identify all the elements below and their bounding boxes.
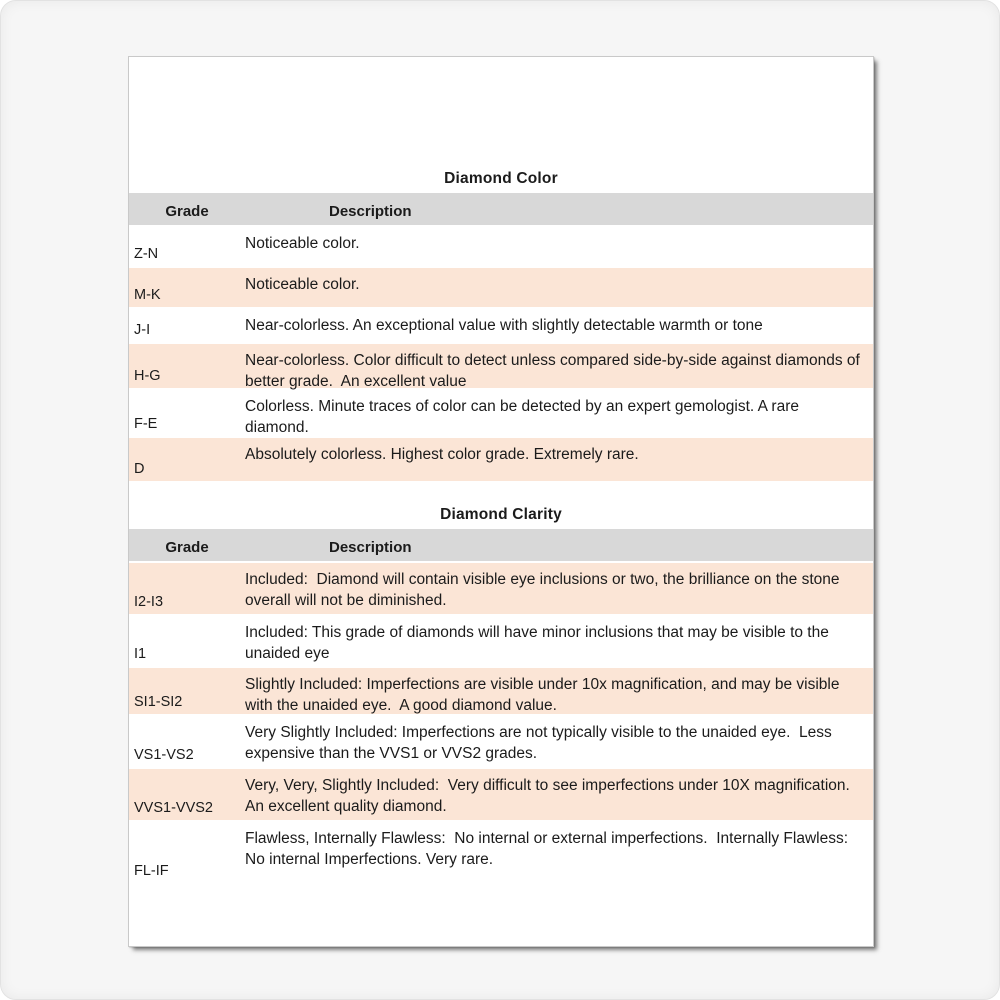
table-row: [129, 390, 873, 438]
diamond-clarity-table: [129, 505, 873, 885]
table-row: [129, 438, 873, 483]
description-cell: Included: Diamond will contain visible eye inclusions or two, the brilliance on the stone overall will not be diminished.: [245, 571, 844, 609]
description-cell: Included: This grade of diamonds will have minor inclusions that may be visible to the unaided eye: [245, 624, 834, 662]
grade-cell: FL-IF: [134, 863, 169, 879]
description-cell: Near-colorless. An exceptional value with slightly detectable warmth or tone: [245, 317, 763, 334]
description-column-header: Description: [329, 539, 412, 556]
table-row: [129, 227, 873, 268]
description-cell: Absolutely colorless. Highest color grade. Extremely rare.: [245, 446, 639, 463]
grade-cell: H-G: [134, 368, 161, 384]
grade-cell: VVS1-VVS2: [134, 800, 213, 816]
table-row: [129, 769, 873, 822]
grade-cell: M-K: [134, 287, 161, 303]
grade-column-header: Grade: [165, 539, 209, 556]
table-row: [129, 616, 873, 668]
grade-column-header: Grade: [165, 203, 209, 220]
grade-cell: VS1-VS2: [134, 747, 194, 763]
grade-cell: I1: [134, 646, 147, 662]
description-cell: Very, Very, Slightly Included: Very difficult to see imperfections under 10X magnification. An excellent quality diamond.: [245, 777, 858, 815]
table-row: [129, 668, 873, 716]
grade-cell: D: [134, 461, 145, 477]
grade-cell: J-I: [134, 322, 151, 338]
description-cell: Near-colorless. Color difficult to detect unless compared side-by-side against diamonds of better grade. An excellent value: [245, 352, 865, 390]
grade-cell: SI1-SI2: [134, 694, 183, 710]
description-cell: Colorless. Minute traces of color can be detected by an expert gemologist. A rare diamond.: [245, 398, 804, 436]
table-header-row: [129, 529, 873, 563]
description-column-header: Description: [329, 203, 412, 220]
table-row: [129, 268, 873, 309]
description-cell: Flawless, Internally Flawless: No internal or external imperfections. Internally Flawless: No internal Imperfections. Very rare.: [245, 830, 857, 868]
diamond-color-table: [129, 57, 873, 483]
table-row: [129, 563, 873, 616]
description-cell: Noticeable color.: [245, 235, 360, 252]
grade-cell: Z-N: [134, 246, 159, 262]
document-page: [128, 56, 874, 947]
table-row: [129, 716, 873, 769]
table-row: [129, 344, 873, 390]
table-title: Diamond Clarity: [440, 506, 562, 523]
table-row: [129, 822, 873, 885]
description-cell: Slightly Included: Imperfections are visible under 10x magnification, and may be visible with the unaided eye. A good diamond value.: [245, 676, 844, 714]
description-cell: Very Slightly Included: Imperfections are not typically visible to the unaided eye. Less expensive than the VVS1 or VVS2 grades.: [245, 724, 837, 762]
table-row: [129, 309, 873, 344]
grade-cell: I2-I3: [134, 594, 164, 610]
description-cell: Noticeable color.: [245, 276, 360, 293]
table-header-row: [129, 193, 873, 227]
table-title: Diamond Color: [444, 170, 558, 187]
grade-cell: F-E: [134, 416, 158, 432]
